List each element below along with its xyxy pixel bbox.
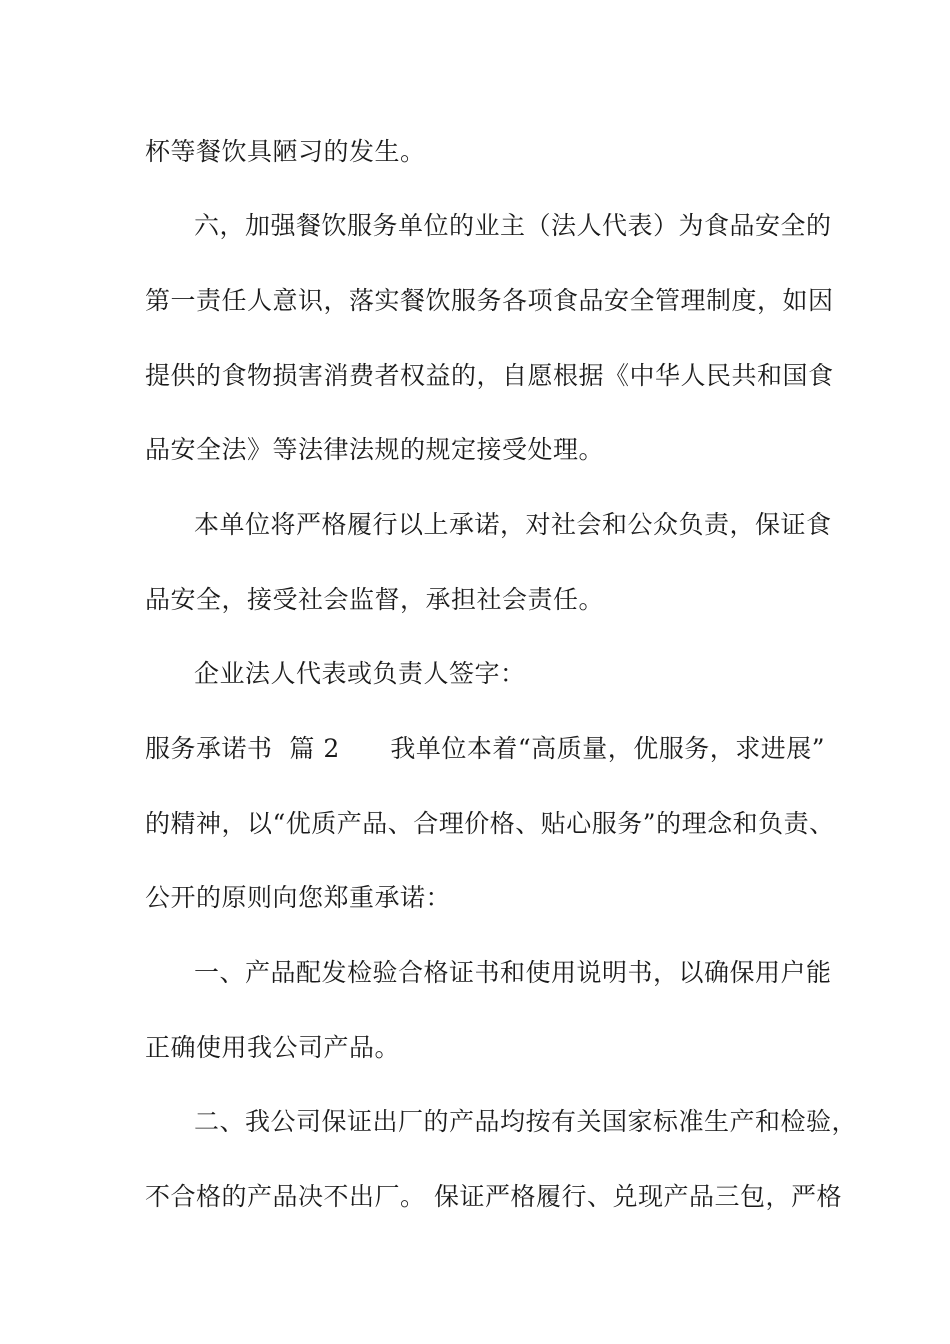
paragraph-line: 不合格的产品决不出厂。 保证严格履行、兑现产品三包，严格 bbox=[145, 1182, 842, 1211]
paragraph-line: 六，加强餐饮服务单位的业主（法人代表）为食品安全的 bbox=[194, 211, 832, 240]
paragraph-line: 杯等餐饮具陋习的发生。 bbox=[145, 137, 426, 166]
paragraph-line: 正确使用我公司产品。 bbox=[145, 1033, 401, 1062]
paragraph-line: 品安全，接受社会监督，承担社会责任。 bbox=[145, 585, 605, 614]
paragraph-line: 二、我公司保证出厂的产品均按有关国家标准生产和检验， bbox=[194, 1107, 858, 1136]
paragraph-line: 提供的食物损害消费者权益的，自愿根据《中华人民共和国食 bbox=[145, 361, 834, 390]
paragraph-line: 公开的原则向您郑重承诺： bbox=[145, 883, 452, 912]
paragraph-line: 的精神，以“优质产品、合理价格、贴心服务”的理念和负责、 bbox=[145, 809, 835, 838]
signature-label: 企业法人代表或负责人签字： bbox=[194, 659, 526, 688]
section-heading-line: 服务承诺书 篇 2 我单位本着“高质量，优服务，求进展” bbox=[145, 734, 825, 763]
paragraph-line: 品安全法》等法律法规的规定接受处理。 bbox=[145, 435, 605, 464]
paragraph-line: 第一责任人意识，落实餐饮服务各项食品安全管理制度，如因 bbox=[145, 286, 834, 315]
paragraph-line: 一、产品配发检验合格证书和使用说明书，以确保用户能 bbox=[194, 958, 832, 987]
paragraph-line: 本单位将严格履行以上承诺，对社会和公众负责，保证食 bbox=[194, 510, 832, 539]
